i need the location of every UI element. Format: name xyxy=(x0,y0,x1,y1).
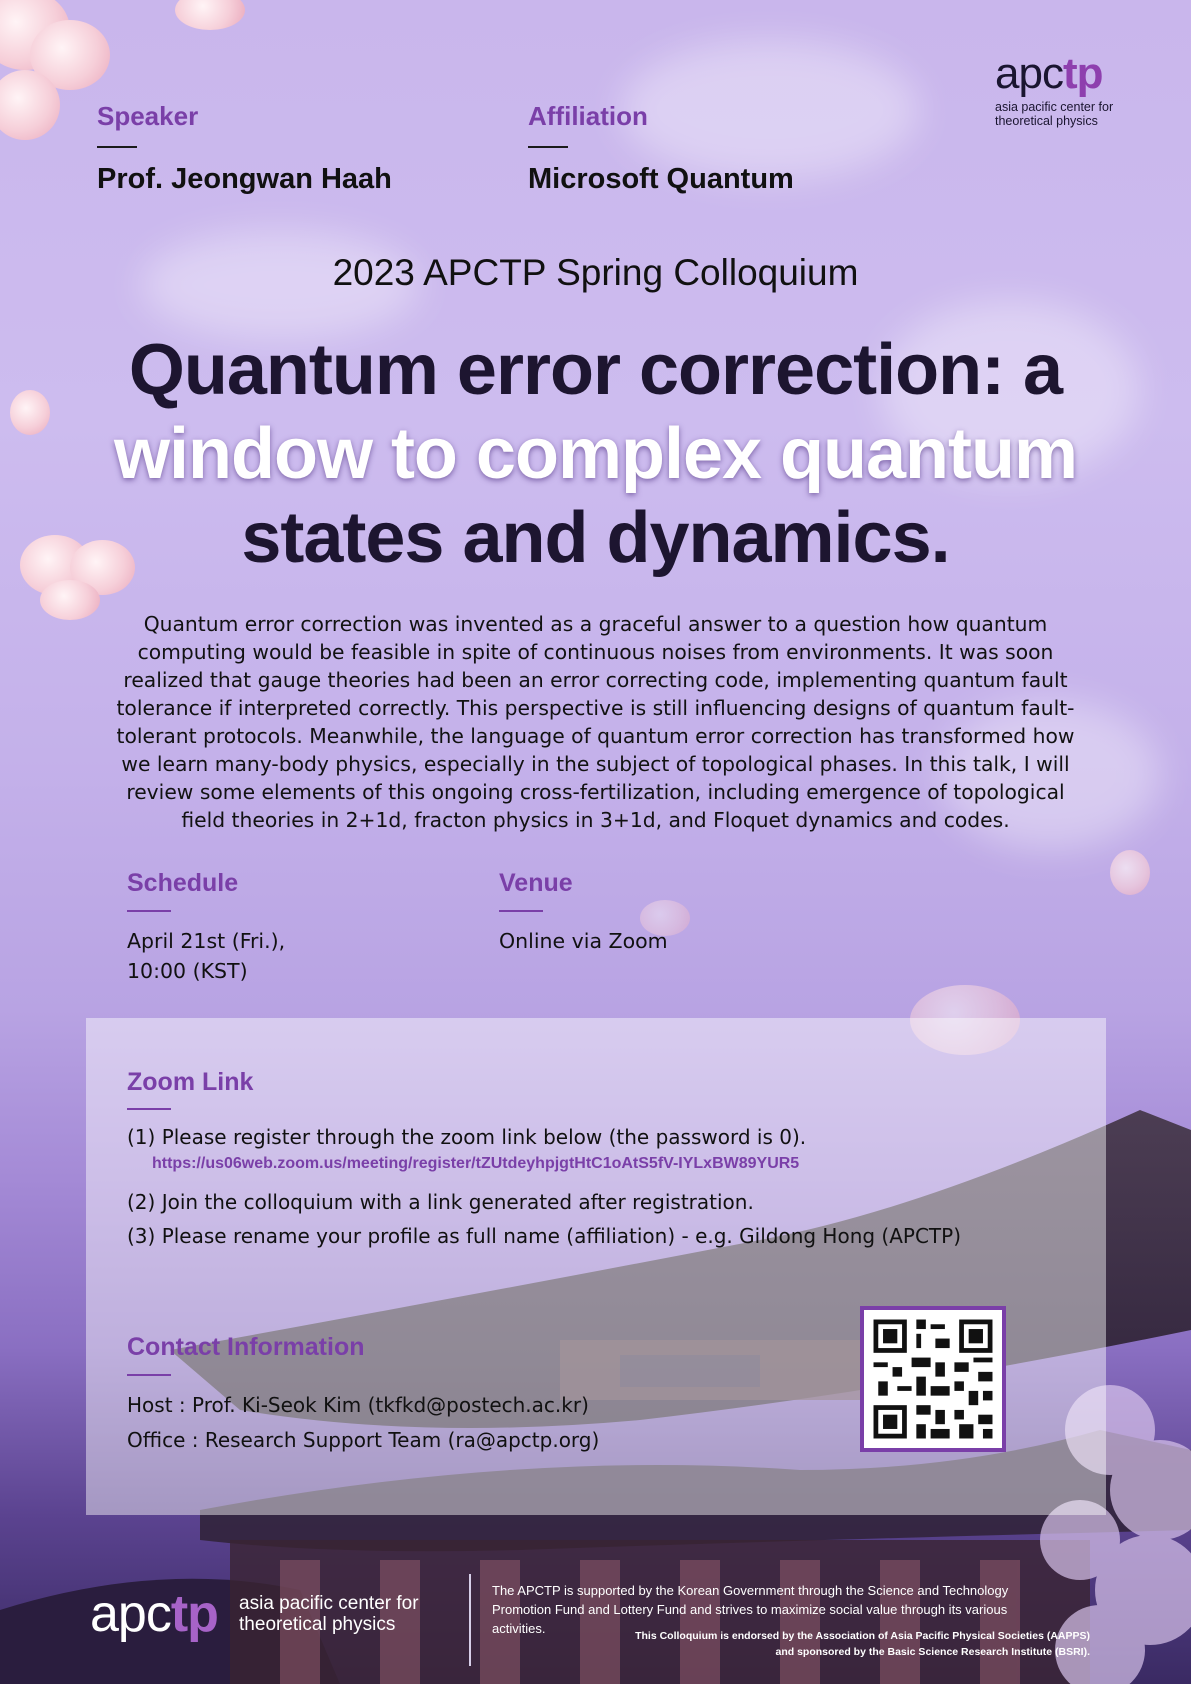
abstract-line: Quantum error correction was invented as a graceful answer to a question how quantum xyxy=(143,612,1048,636)
zoom-step-2: (2) Join the colloquium with a link generated after registration. xyxy=(127,1190,754,1214)
logo-wordmark: apc xyxy=(90,1585,171,1643)
divider xyxy=(127,1108,171,1110)
footer-endorsement xyxy=(560,1628,1090,1660)
speaker-name: Prof. Jeongwan Haah xyxy=(97,163,392,195)
abstract xyxy=(40,610,1151,834)
abstract-line: we learn many-body physics, especially in the subject of topological phases. In this talk, I will xyxy=(121,752,1070,776)
logo-tagline-1: asia pacific center for xyxy=(995,100,1114,114)
abstract-line: review some elements of this ongoing cross-fertilization, including emergence of topological xyxy=(126,780,1065,804)
venue-label: Venue xyxy=(499,869,573,897)
zoom-label: Zoom Link xyxy=(127,1068,254,1096)
footer-divider xyxy=(469,1574,471,1666)
abstract-line: tolerant protocols. Meanwhile, the language of quantum error correction has transformed how xyxy=(116,724,1075,748)
contact-label: Contact Information xyxy=(127,1333,365,1361)
apctp-logo-footer xyxy=(90,1585,419,1643)
footer-endorsement-line: and sponsored by the Basic Science Research Institute (BSRI). xyxy=(775,1646,1090,1658)
footer-support-line: Promotion Fund and Lottery Fund and strives to maximize social value through its various xyxy=(492,1602,1008,1617)
talk-title-line-2: window to complex quantum xyxy=(114,414,1077,494)
contact-office: Office : Research Support Team (ra@apctp.org) xyxy=(127,1428,600,1452)
schedule-time: 10:00 (KST) xyxy=(127,959,248,983)
talk-title-line-3: states and dynamics. xyxy=(241,498,950,578)
event-series: 2023 APCTP Spring Colloquium xyxy=(332,252,859,293)
schedule-value xyxy=(127,926,285,986)
apctp-logo-top xyxy=(995,49,1145,128)
schedule-label: Schedule xyxy=(127,869,239,897)
contact-host: Host : Prof. Ki-Seok Kim (tkfkd@postech.ac.kr) xyxy=(127,1393,589,1417)
zoom-register-link[interactable]: https://us06web.zoom.us/meeting/register/tZUtdeyhpjgtHtC1oAtS5fV-IYLxBW89YUR5 xyxy=(152,1155,800,1172)
divider xyxy=(528,146,568,148)
footer-support-line: activities. xyxy=(492,1621,546,1636)
logo-wordmark-accent: tp xyxy=(170,1585,218,1643)
logo-wordmark-accent: tp xyxy=(1062,49,1103,98)
qr-code-icon xyxy=(864,1310,1002,1448)
footer-support-line: The APCTP is supported by the Korean Government through the Science and Technology xyxy=(492,1583,1009,1598)
abstract-line: field theories in 2+1d, fracton physics in 3+1d, and Floquet dynamics and codes. xyxy=(181,808,1010,832)
logo-tagline-2: theoretical physics xyxy=(995,114,1098,128)
divider xyxy=(97,146,137,148)
cloud-decoration xyxy=(620,40,920,180)
talk-title-line-1: Quantum error correction: a xyxy=(128,330,1063,410)
abstract-line: computing would be feasible in spite of continuous noises from environments. It was soon xyxy=(137,640,1054,664)
divider xyxy=(127,1374,171,1376)
talk-title xyxy=(40,328,1151,580)
divider xyxy=(499,910,543,912)
logo-tagline-1: asia pacific center for xyxy=(239,1593,419,1614)
abstract-line: realized that gauge theories had been an error correcting code, implementing quantum fault xyxy=(123,668,1068,692)
venue-value: Online via Zoom xyxy=(499,929,668,953)
footer-endorsement-line: This Colloquium is endorsed by the Association of Asia Pacific Physical Societies (AAPPS) xyxy=(635,1630,1090,1642)
affiliation-name: Microsoft Quantum xyxy=(528,163,794,195)
speaker-label: Speaker xyxy=(97,101,199,131)
qr-code[interactable] xyxy=(860,1306,1006,1452)
divider xyxy=(127,910,171,912)
affiliation-label: Affiliation xyxy=(528,101,648,131)
schedule-date: April 21st (Fri.), xyxy=(127,929,286,953)
abstract-line: tolerance if interpreted correctly. This perspective is still influencing designs of quantum fault- xyxy=(116,696,1075,720)
zoom-step-1: (1) Please register through the zoom link below (the password is 0). xyxy=(127,1125,807,1149)
logo-wordmark: apc xyxy=(995,49,1063,98)
zoom-step-3: (3) Please rename your profile as full name (affiliation) - e.g. Gildong Hong (APCTP) xyxy=(127,1224,962,1248)
logo-tagline-2: theoretical physics xyxy=(239,1614,396,1635)
